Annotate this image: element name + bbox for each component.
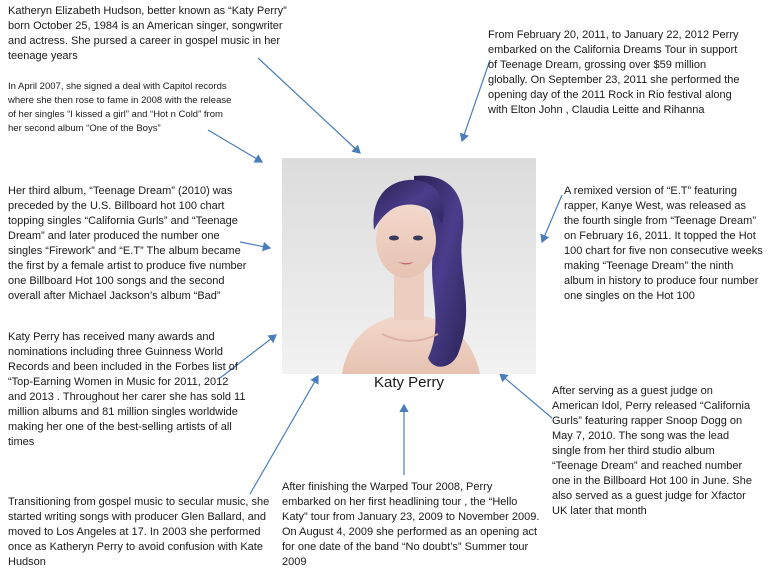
arrow-gospel (250, 376, 318, 494)
note-california-dreams-tour: From February 20, 2011, to January 22, 2012 Perry embarked on the California Dreams Tour in support of Teenage Dream, grossing over $59 million globally. On September 23, 2011 she performed the opening day of the 2011 Rock in Rio festival along with Elton John , Claudia Leitte and Rihanna (488, 29, 740, 116)
note-hello-katy-tour: After finishing the Warped Tour 2008, Perry embarked on her first headlining tour , the “Hello Katy” tour from January 23, 2009 to November 2009. On August 4, 2009 she performed as an opening act for one date of the band “No doubt’s” Summer tour 2009 (282, 481, 540, 568)
note-bio: Katheryn Elizabeth Hudson, better known as “Katy Perry” born October 25, 1984 is an American singer, songwriter and actress. She pursed a career in gospel music in her teenage years (8, 5, 287, 62)
arrow-bio (258, 58, 360, 153)
note-gospel-to-secular: Transitioning from gospel music to secular music, she started writing songs with producer Glen Ballard, and moved to Los Angeles at 17. In 2003 she performed once as Katheryn Perry to avoid confusion with Kate Hudson (8, 496, 270, 568)
note-awards: Katy Perry has received many awards and nominations including three Guinness World Records and been included in the Forbes list of “Top-Earning Women in Music for 2011, 2012 and 2013 . Throughout her carer she has sold 11 million albums and 81 million singles worldwide making her one of the best-selling artists of all times (8, 331, 246, 448)
arrow-california-dreams (462, 60, 490, 141)
portrait-photo (282, 158, 536, 374)
note-et-remix: A remixed version of “E.T” featuring rapper, Kanye West, was released as the fourth single from “Teenage Dream” on February 16, 2011. It topped the Hot 100 chart for five non consecutive weeks making “Teenage Dream” the ninth album in history to produce four number one singles on the Hot 100 (564, 185, 763, 302)
arrow-et-remix (542, 195, 562, 242)
portrait-caption: Katy Perry (373, 374, 445, 391)
note-american-idol: After serving as a guest judge on American Idol, Perry released “California Gurls” featuring rapper Snoop Dogg on May 7, 2010. The song was the lead single from her third studio album “Teenage Dream” and reached number one in the Billboard Hot 100 in June. She also served as a guest judge for Xfactor UK later that month (552, 385, 752, 517)
note-teenage-dream: Her third album, “Teenage Dream” (2010) was preceded by the U.S. Billboard hot 100 chart topping singles “California Gurls” and “Teenage Dream” and later produced the number one singles “Firework” and “E.T” The album became the first by a female artist to produce five number one Billboard Hot 100 songs and the second overall after Michael Jackson’s album “Bad” (8, 185, 247, 302)
note-capitol-deal: In April 2007, she signed a deal with Capitol records where she then rose to fame in 2008 with the release of her singles “I kissed a girl” and “Hot n Cold” from her second album “One of the Boys” (8, 81, 232, 134)
